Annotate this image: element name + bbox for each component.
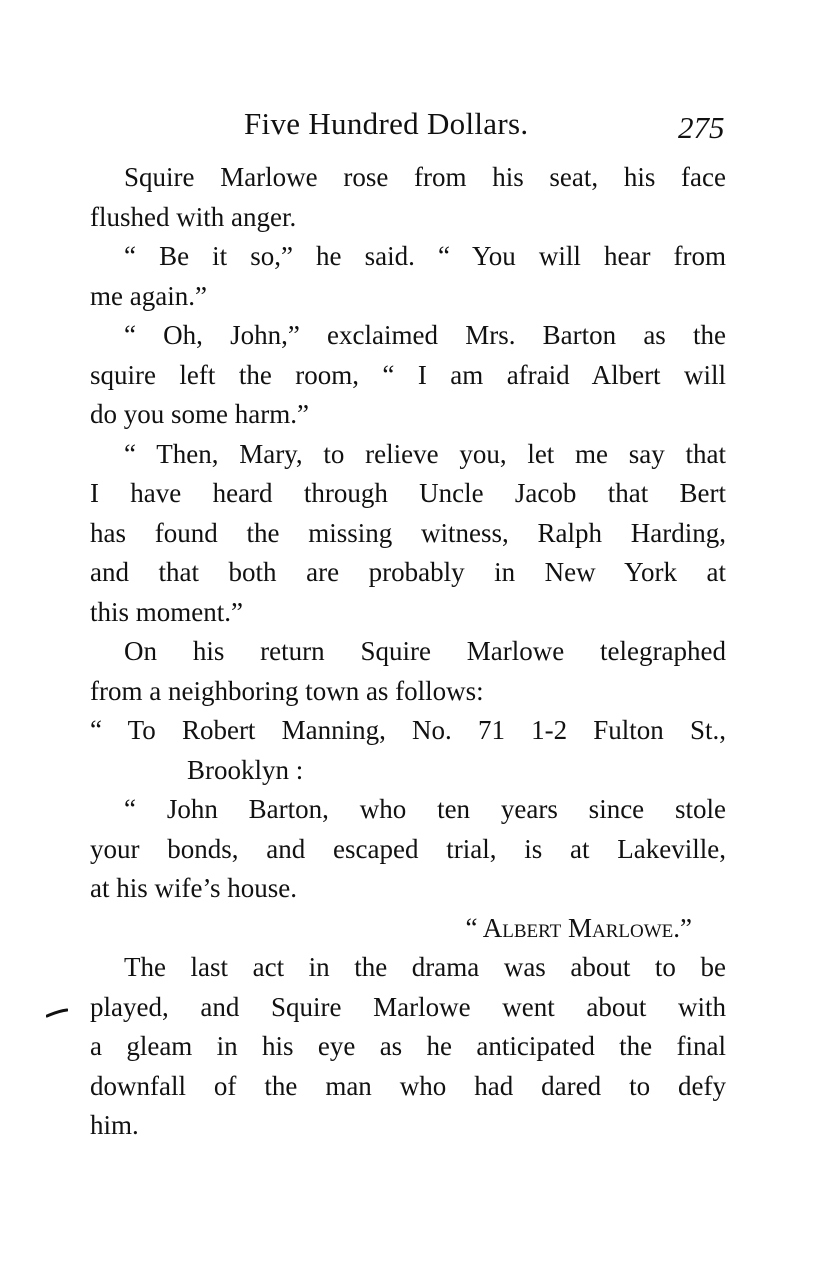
text-line: a gleam in his eye as he anticipated the final — [90, 1031, 726, 1061]
text-line: from a neighboring town as follows: — [90, 675, 484, 706]
text-line: I have heard through Uncle Jacob that Bert — [90, 478, 726, 508]
text-line: has found the missing witness, Ralph Harding, — [90, 517, 726, 548]
text-line: The last act in the drama was about to be — [124, 952, 726, 982]
text-line: me again.” — [90, 280, 207, 311]
text-line: “ Be it so,” he said. “ You will hear from — [124, 241, 726, 271]
page-number: 275 — [678, 110, 725, 145]
text-line: squire left the room, “ I am afraid Albert will — [90, 359, 726, 390]
text-line: and that both are probably in New York at — [90, 557, 726, 587]
text-line: downfall of the man who had dared to defy — [90, 1070, 726, 1101]
text-line: played, and Squire Marlowe went about with — [90, 991, 726, 1022]
telegram-text-line: “ John Barton, who ten years since stole — [124, 794, 726, 824]
telegram-address-line: Brooklyn : — [187, 754, 304, 785]
telegram-text-line: at his wife’s house. — [90, 873, 297, 903]
text-line: this moment.” — [90, 596, 243, 627]
text-line: him. — [90, 1110, 139, 1140]
text-line: “ Then, Mary, to relieve you, let me say that — [124, 438, 726, 469]
running-title: Five Hundred Dollars. — [244, 106, 529, 141]
pencil-mark-icon — [46, 1008, 68, 1018]
text-line: Squire Marlowe rose from his seat, his face — [124, 162, 726, 192]
running-head — [0, 106, 813, 146]
text-line: “ Oh, John,” exclaimed Mrs. Barton as the — [124, 320, 726, 350]
text-line: On his return Squire Marlowe telegraphed — [124, 636, 726, 666]
telegram-signature: “ Albert Marlowe.” — [465, 912, 692, 943]
telegram-address-line: “ To Robert Manning, No. 71 1-2 Fulton St., — [90, 715, 726, 745]
telegram-text-line: your bonds, and escaped trial, is at Lakeville, — [90, 833, 726, 864]
body-text — [90, 158, 726, 1146]
text-line: do you some harm.” — [90, 399, 309, 429]
text-line: flushed with anger. — [90, 201, 297, 232]
